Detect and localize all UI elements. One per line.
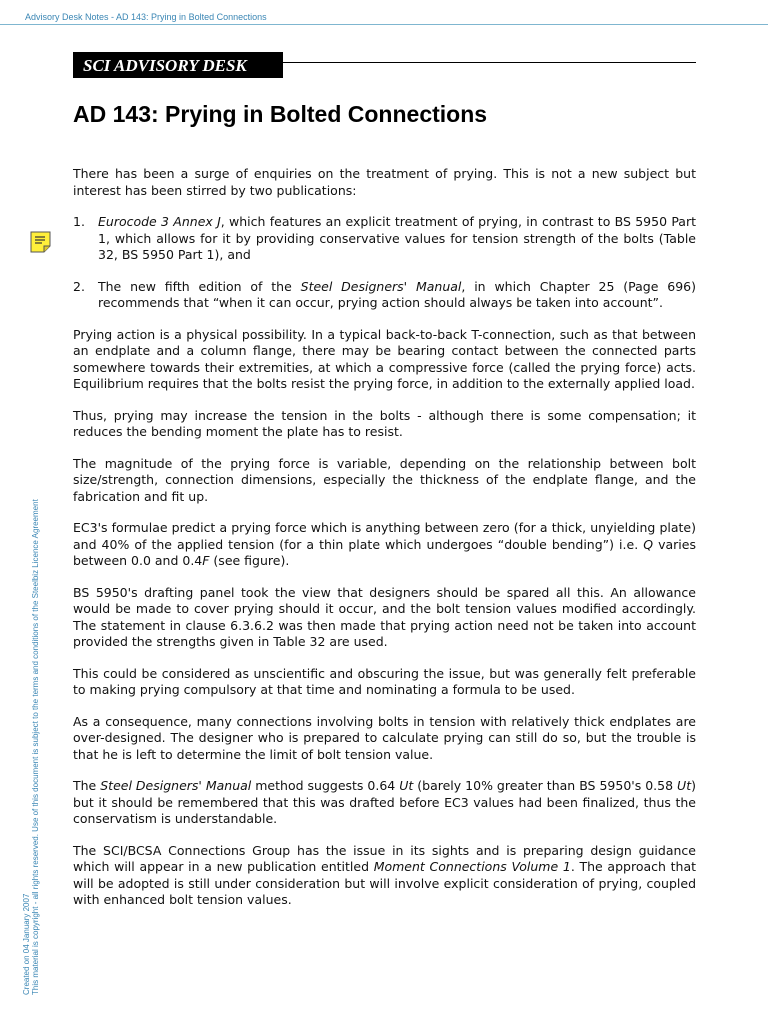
paragraph-text: EC3's formulae predict a prying force which is anything between zero (for a thick, unyielding plate) and 40% of the applied tension (for a thin plate which undergoes “double bending”) i.e. (73, 520, 696, 552)
paragraph-text: ) but it should be remembered that this was drafted before EC3 values had been finalized, thus the conservatism is understandable. (73, 778, 696, 826)
banner-rule (283, 62, 696, 63)
paragraph (73, 778, 696, 828)
list-number: 1. (73, 214, 85, 229)
paragraph (73, 520, 696, 570)
copyright-side-note (22, 455, 40, 995)
symbol-ut: Ut (399, 778, 414, 793)
list-item (73, 214, 696, 264)
publication-title: Moment Connections Volume 1 (373, 859, 571, 874)
paragraph-text: varies between 0.0 and 0.4 (73, 536, 696, 568)
list-text: , which features an explicit treatment of prying, in contrast to BS 5950 Part 1, which allows for it by providing conservative values for tension strength of the bolts (Table 32, BS 5950 Part 1), and (98, 214, 696, 262)
publication-title: Steel Designers' Manual (100, 778, 252, 793)
paragraph-text: . The approach that will be adopted is still under consideration but will involve explicit consideration of prying, coupled with enhanced bolt tension values. (73, 859, 697, 907)
created-date: Created on 04 January 2007 (22, 893, 31, 995)
symbol-f: F (202, 553, 210, 568)
advisory-desk-banner: SCI ADVISORY DESK (73, 52, 283, 78)
paragraph-text: The (73, 778, 101, 793)
paragraph-text: (barely 10% greater than BS 5950's 0.58 (413, 778, 678, 793)
symbol-q: Q (643, 536, 654, 552)
page-title: AD 143: Prying in Bolted Connections (73, 101, 488, 127)
paragraph: Thus, prying may increase the tension in the bolts - although there is some compensation; it reduces the bending moment the plate has to resist. (73, 407, 696, 439)
paragraph-text: (see figure). (209, 553, 290, 568)
header-divider (0, 24, 768, 25)
paragraph: This could be considered as unscientific and obscuring the issue, but was generally felt preferable to making prying compulsory at that time and nominating a formula to be used. (73, 665, 696, 697)
paragraph-text: The SCI/BCSA Connections Group has the issue in its sights and is preparing design guidance which will appear in a new publication entitled (73, 842, 696, 874)
paragraph: The magnitude of the prying force is variable, depending on the relationship between bolt size/strength, connection dimensions, especially the thickness of the endplate flange, and the fabrication and fit up. (73, 455, 696, 504)
symbol-ut: Ut (677, 778, 692, 793)
article-body (73, 166, 696, 924)
list-text: , in which Chapter 25 (Page 696) recommends that “when it can occur, prying action should always be taken into account”. (98, 278, 696, 310)
running-header: Advisory Desk Notes - AD 143: Prying in Bolted Connections (25, 12, 267, 22)
paragraph: BS 5950's drafting panel took the view that designers should be spared all this. An allowance would be made to cover prying should it occur, and the bolt tension values modified accordingly. The statement in clause 6.3.6.2 was then made that prying action need not be taken into account provided the strengths given in Table 32 are used. (73, 584, 696, 649)
sticky-note-icon[interactable] (30, 231, 51, 253)
paragraph (73, 843, 696, 909)
publication-title: Steel Designers' Manual (300, 278, 462, 294)
list-item (73, 279, 696, 312)
copyright-notice: This material is copyright - all rights reserved. Use of this document is subject to the terms and conditions of the Steelbiz Licence Agreement (31, 499, 40, 995)
paragraph: As a consequence, many connections involving bolts in tension with relatively thick endplates are over-designed. The designer who is prepared to calculate prying can still do so, but the trouble is that he is left to determine the limit of bolt tension value. (73, 713, 696, 762)
publication-title: Eurocode 3 Annex J (98, 214, 221, 229)
list-number: 2. (73, 278, 85, 294)
publication-list (73, 214, 696, 312)
intro-paragraph: There has been a surge of enquiries on the treatment of prying. This is not a new subject but interest has been stirred by two publications: (73, 166, 696, 198)
paragraph-text: method suggests 0.64 (251, 778, 400, 793)
paragraph: Prying action is a physical possibility. In a typical back-to-back T-connection, such as that between an endplate and a column flange, there may be bearing contact between the connected parts somewhere towards their extremities, at which a compressive force (called the prying force) acts. Equilibrium requires that the bolts resist the prying force, in addition to the externally applied load. (73, 326, 696, 391)
list-text: The new fifth edition of the (98, 278, 301, 294)
